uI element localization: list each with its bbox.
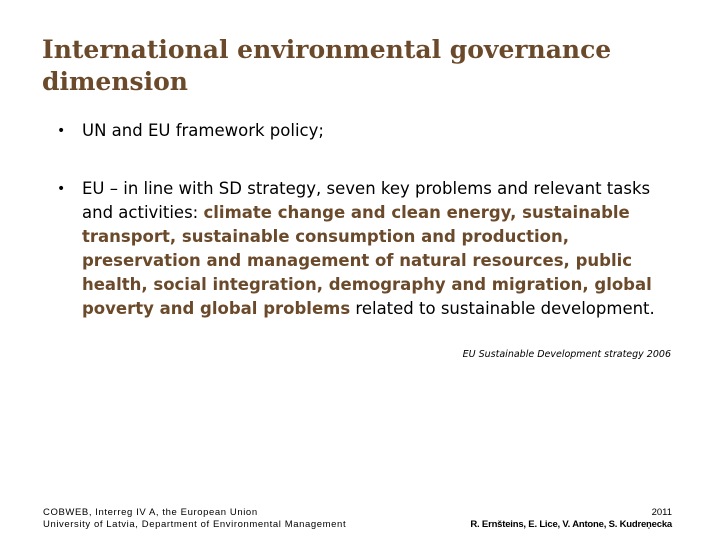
bullet-marker: • <box>57 181 66 197</box>
footer-project: COBWEB, Interreg IV A, the European Union <box>43 507 258 518</box>
bullet-text <box>82 177 672 321</box>
bullet-text-part: EU – in line with SD strategy, seven key problems and relevant tasks and activities: <box>82 179 651 222</box>
bullet-text <box>82 119 672 143</box>
slide-title: International environmental governance dimension <box>42 35 612 96</box>
footer-authors: R. Ernšteins, E. Lice, V. Antone, S. Kudreņecka <box>470 519 672 530</box>
footer-institution: University of Latvia, Department of Environmental Management <box>43 519 347 530</box>
footer-right <box>470 507 672 531</box>
bullet-text-highlight: climate change and clean energy, sustainable transport, sustainable consumption and production, preservation and management of natural resources, public health, social integration, demography and migration, global poverty and global problems <box>82 203 652 318</box>
footer-left <box>43 507 346 531</box>
source-note: EU Sustainable Development strategy 2006 <box>462 349 671 360</box>
footer-year: 2011 <box>651 507 672 518</box>
bullet-text-part: related to sustainable development. <box>350 299 655 318</box>
bullet-marker: • <box>57 123 66 139</box>
bullet-text-part: UN and EU framework policy; <box>82 121 324 140</box>
